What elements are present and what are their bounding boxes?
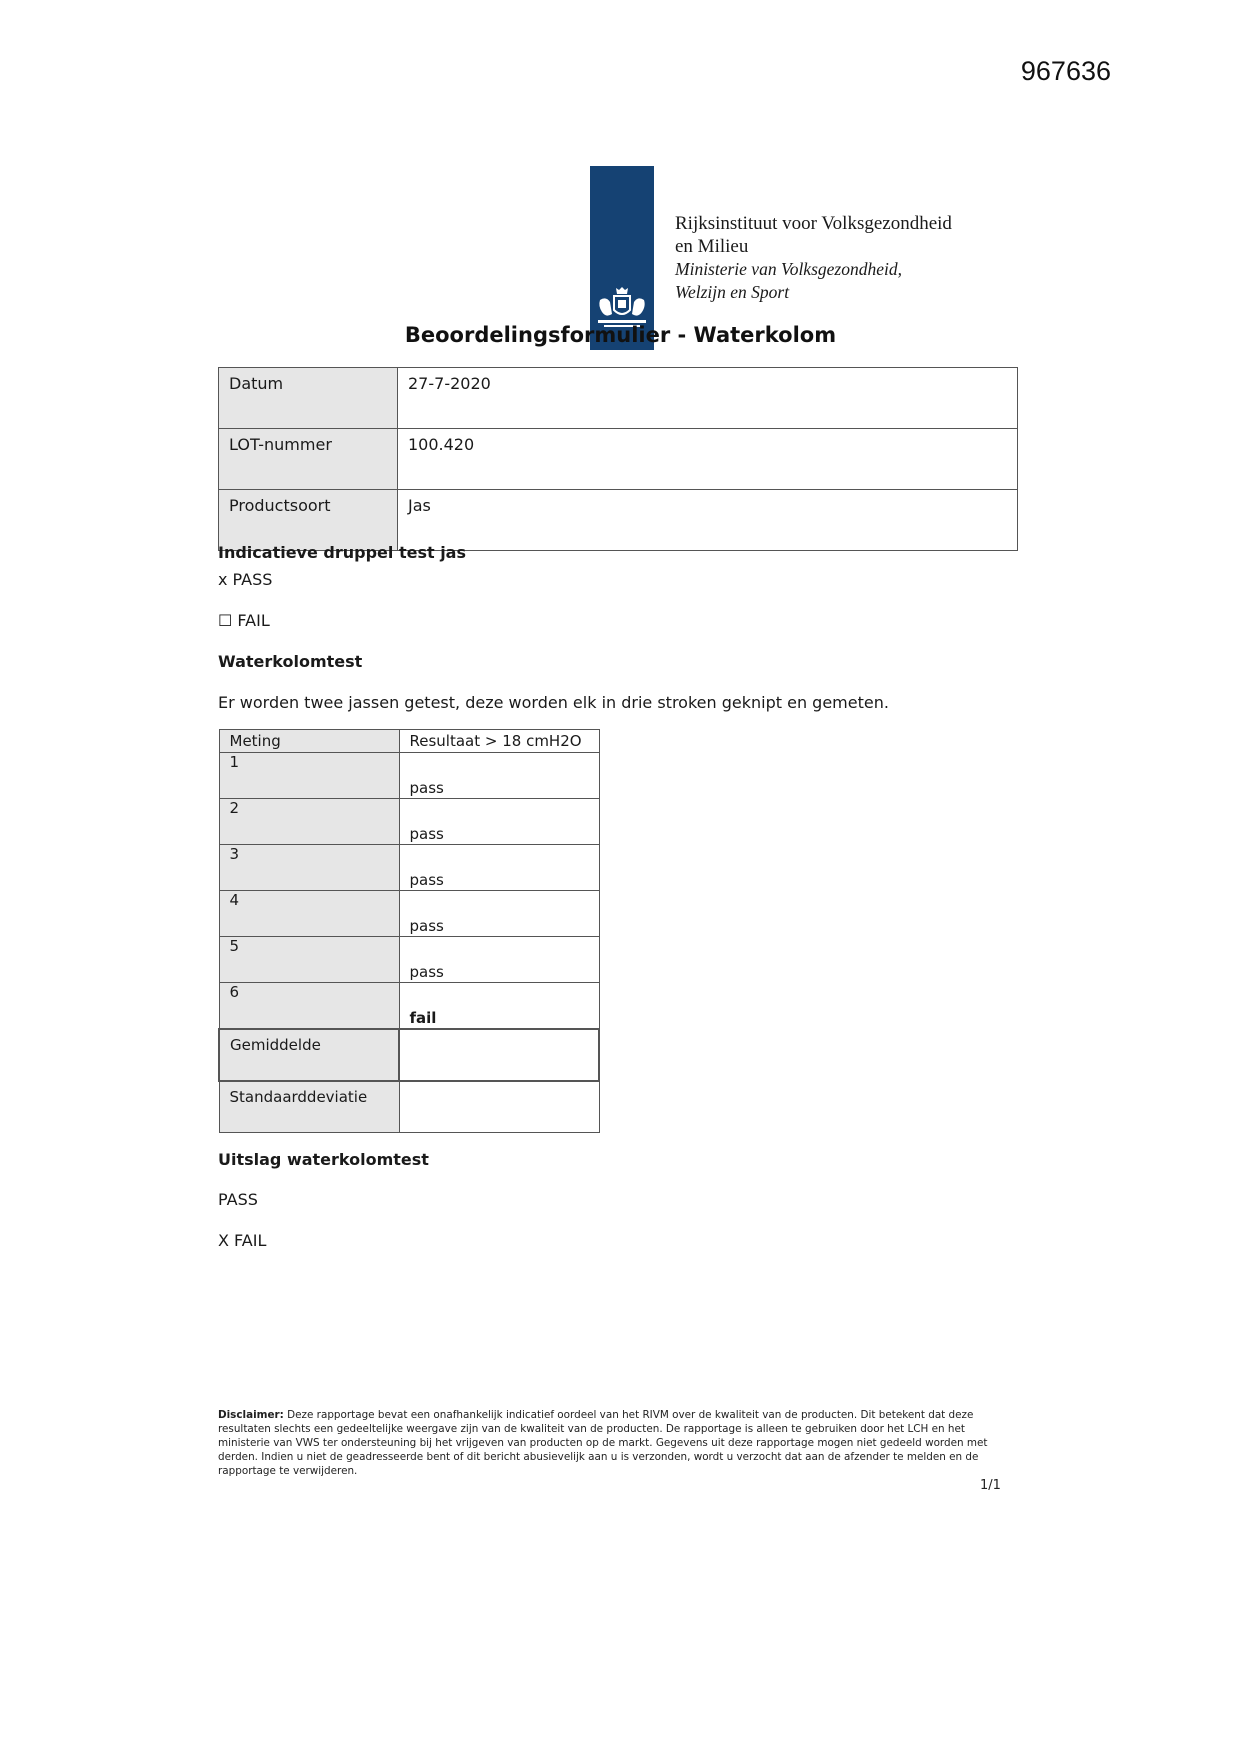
disclaimer-label: Disclaimer: bbox=[218, 1409, 284, 1421]
waterkolom-description: Er worden twee jassen getest, deze worden elk in drie stroken geknipt en gemeten. bbox=[218, 693, 889, 712]
meting-result: pass bbox=[399, 845, 599, 891]
meting-result: pass bbox=[399, 937, 599, 983]
meta-label: LOT-nummer bbox=[219, 429, 398, 490]
meta-row bbox=[219, 368, 1018, 429]
results-table bbox=[218, 729, 600, 1133]
meting-result: pass bbox=[399, 799, 599, 845]
table-row bbox=[219, 937, 599, 983]
waterkolom-heading: Waterkolomtest bbox=[218, 652, 363, 671]
stddev-label: Standaarddeviatie bbox=[219, 1081, 399, 1133]
outcome-heading: Uitslag waterkolomtest bbox=[218, 1150, 429, 1169]
table-row bbox=[219, 799, 599, 845]
meting-number: 1 bbox=[219, 753, 399, 799]
meting-result: fail bbox=[399, 983, 599, 1030]
meta-label: Productsoort bbox=[219, 490, 398, 551]
meting-number: 2 bbox=[219, 799, 399, 845]
table-row bbox=[219, 891, 599, 937]
meta-row bbox=[219, 490, 1018, 551]
average-label: Gemiddelde bbox=[219, 1029, 399, 1081]
document-number: 967636 bbox=[1020, 56, 1111, 86]
meting-number: 6 bbox=[219, 983, 399, 1030]
meta-value: 100.420 bbox=[398, 429, 1018, 490]
outcome-pass-option: PASS bbox=[218, 1190, 258, 1209]
page-title: Beoordelingsformulier - Waterkolom bbox=[404, 323, 837, 347]
meta-value: 27-7-2020 bbox=[398, 368, 1018, 429]
drop-test-fail-option: ☐ FAIL bbox=[218, 611, 270, 630]
meting-result: pass bbox=[399, 753, 599, 799]
meta-row bbox=[219, 429, 1018, 490]
stddev-value bbox=[399, 1081, 599, 1133]
org-line-1: Rijksinstituut voor Volksgezondheid bbox=[675, 213, 952, 234]
disclaimer-text: Deze rapportage bevat een onafhankelijk indicatief oordeel van het RIVM over de kwaliteit van de producten. Dit betekent dat deze resultaten slechts een gedeeltelijke weergave zijn van de kwaliteit van de producten. De rapportage is alleen te gebruiken door het LCH en het ministerie van VWS ter ondersteuning bij het vrijgeven van producten op de markt. Gegevens uit deze rapportage mogen niet gedeeld worden met derden. Indien u niet de geadresseerde bent of dit bericht abusievelijk aan u is verzonden, wordt u verzocht dat aan de afzender te melden en de rapportage te verwijderen. bbox=[218, 1409, 988, 1477]
header-result: Resultaat > 18 cmH2O bbox=[399, 730, 599, 753]
organization-name bbox=[675, 212, 952, 304]
meting-number: 4 bbox=[219, 891, 399, 937]
page-number: 1/1 bbox=[980, 1478, 1001, 1493]
average-row bbox=[219, 1029, 599, 1081]
table-row bbox=[219, 753, 599, 799]
ministry-line-2: Welzijn en Sport bbox=[675, 282, 790, 302]
meting-number: 3 bbox=[219, 845, 399, 891]
meting-number: 5 bbox=[219, 937, 399, 983]
disclaimer bbox=[218, 1408, 1020, 1478]
meta-label: Datum bbox=[219, 368, 398, 429]
org-line-2: en Milieu bbox=[675, 236, 749, 257]
outcome-fail-option: X FAIL bbox=[218, 1231, 267, 1250]
meting-result: pass bbox=[399, 891, 599, 937]
ministry-line-1: Ministerie van Volksgezondheid, bbox=[675, 259, 902, 279]
meta-value: Jas bbox=[398, 490, 1018, 551]
results-header-row bbox=[219, 730, 599, 753]
meta-table bbox=[218, 367, 1018, 551]
stddev-row bbox=[219, 1081, 599, 1133]
table-row bbox=[219, 845, 599, 891]
average-value bbox=[399, 1029, 599, 1081]
drop-test-pass-option: x PASS bbox=[218, 570, 273, 589]
table-row bbox=[219, 983, 599, 1030]
drop-test-heading: Indicatieve druppel test jas bbox=[218, 543, 466, 562]
header-meting: Meting bbox=[219, 730, 399, 753]
